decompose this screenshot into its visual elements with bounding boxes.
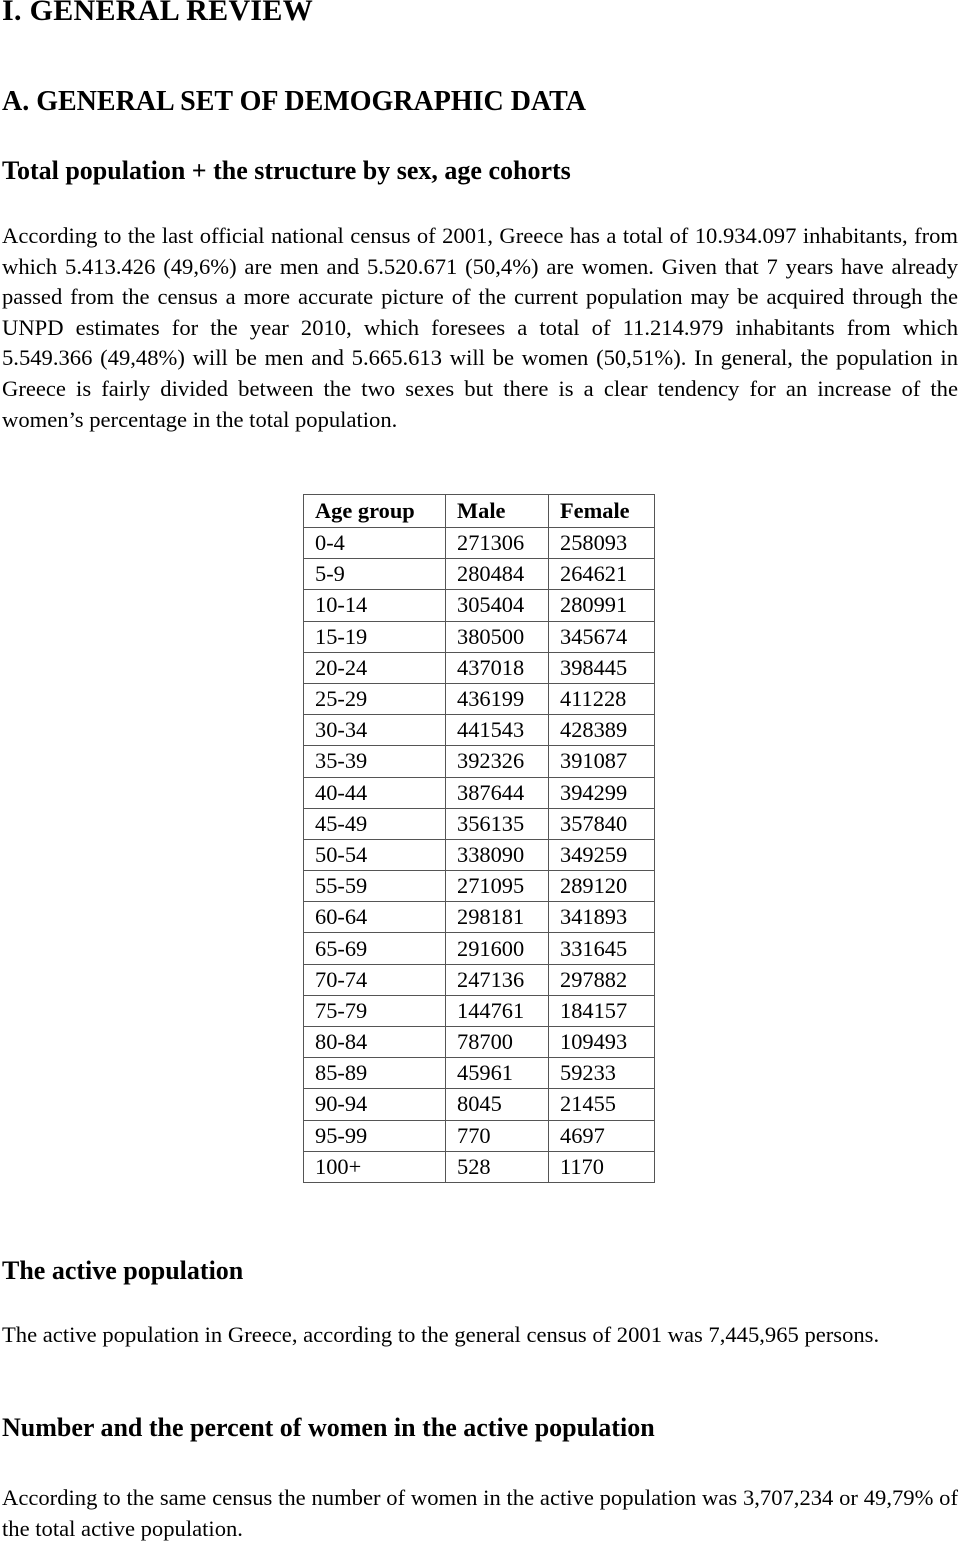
age-group-cell: 45-49 [304,808,446,839]
female-cell: 1170 [549,1151,655,1182]
female-cell: 331645 [549,933,655,964]
male-cell: 280484 [446,559,549,590]
female-cell: 184157 [549,995,655,1026]
table-row [304,1027,655,1058]
male-cell: 387644 [446,777,549,808]
male-cell: 298181 [446,902,549,933]
topic-heading: Total population + the structure by sex, age cohorts [2,156,571,185]
table-row [304,621,655,652]
table-row [304,1058,655,1089]
age-group-cell: 50-54 [304,839,446,870]
age-group-cell: 100+ [304,1151,446,1182]
male-cell: 356135 [446,808,549,839]
age-group-cell: 15-19 [304,621,446,652]
age-group-cell: 80-84 [304,1027,446,1058]
female-cell: 280991 [549,590,655,621]
male-cell: 8045 [446,1089,549,1120]
age-group-cell: 65-69 [304,933,446,964]
female-cell: 4697 [549,1120,655,1151]
female-cell: 264621 [549,559,655,590]
male-cell: 436199 [446,683,549,714]
age-group-cell: 95-99 [304,1120,446,1151]
table-row [304,683,655,714]
table-row [304,746,655,777]
table-row [304,652,655,683]
male-cell: 271095 [446,871,549,902]
age-group-cell: 30-34 [304,715,446,746]
table-row [304,995,655,1026]
female-cell: 21455 [549,1089,655,1120]
age-group-cell: 0-4 [304,528,446,559]
female-cell: 59233 [549,1058,655,1089]
male-cell: 247136 [446,964,549,995]
age-group-cell: 85-89 [304,1058,446,1089]
male-cell: 45961 [446,1058,549,1089]
women-active-paragraph: According to the same census the number of women in the active population was 3,707,234 or 49,79% of the total active population. [2,1485,958,1541]
male-cell: 78700 [446,1027,549,1058]
female-cell: 341893 [549,902,655,933]
table-row [304,902,655,933]
table-row [304,528,655,559]
female-cell: 297882 [549,964,655,995]
male-cell: 528 [446,1151,549,1182]
age-group-cell: 60-64 [304,902,446,933]
table-row [304,871,655,902]
active-population-heading: The active population [2,1256,244,1285]
table-row [304,964,655,995]
census-paragraph: According to the last official national census of 2001, Greece has a total of 10.934.097 inhabitants, from which 5.413.426 (49,6%) are men and 5.520.671 (50,4%) are women. Given that 7 years have already passed from the census a more accurate picture of the current population may be acquired through the UNPD estimates for the year 2010, which foresees a total of 11.214.979 inhabitants from which 5.549.366 (49,48%) will be men and 5.665.613 will be women (50,51%). In general, the population in Greece is fairly divided between the two sexes but there is a clear tendency for an increase of the women’s percentage in the total population. [2,223,958,432]
age-group-cell: 10-14 [304,590,446,621]
female-cell: 357840 [549,808,655,839]
table-row [304,1151,655,1182]
table-row [304,839,655,870]
age-group-cell: 40-44 [304,777,446,808]
male-cell: 437018 [446,652,549,683]
section-heading: I. GENERAL REVIEW [2,0,314,27]
age-group-cell: 20-24 [304,652,446,683]
table-body [304,528,655,1183]
age-group-cell: 25-29 [304,683,446,714]
table-row [304,933,655,964]
male-cell: 271306 [446,528,549,559]
male-cell: 770 [446,1120,549,1151]
age-group-cell: 90-94 [304,1089,446,1120]
header-age-group: Age group [304,495,446,528]
male-cell: 291600 [446,933,549,964]
female-cell: 345674 [549,621,655,652]
table-row [304,715,655,746]
table-row [304,559,655,590]
table-row [304,777,655,808]
female-cell: 391087 [549,746,655,777]
male-cell: 392326 [446,746,549,777]
table-row [304,1120,655,1151]
header-male: Male [446,495,549,528]
male-cell: 305404 [446,590,549,621]
age-group-cell: 5-9 [304,559,446,590]
population-table [303,494,655,1183]
table-row [304,808,655,839]
age-group-cell: 75-79 [304,995,446,1026]
female-cell: 394299 [549,777,655,808]
table-row [304,590,655,621]
female-cell: 258093 [549,528,655,559]
women-active-heading: Number and the percent of women in the active population [2,1413,655,1442]
table-row [304,1089,655,1120]
subsection-heading: A. GENERAL SET OF DEMOGRAPHIC DATA [2,86,586,117]
male-cell: 338090 [446,839,549,870]
male-cell: 144761 [446,995,549,1026]
female-cell: 349259 [549,839,655,870]
male-cell: 380500 [446,621,549,652]
male-cell: 441543 [446,715,549,746]
female-cell: 109493 [549,1027,655,1058]
age-group-cell: 70-74 [304,964,446,995]
female-cell: 411228 [549,683,655,714]
active-population-paragraph: The active population in Greece, according to the general census of 2001 was 7,445,965 persons. [2,1322,880,1347]
age-group-cell: 55-59 [304,871,446,902]
female-cell: 289120 [549,871,655,902]
table-header-row [304,495,655,528]
female-cell: 428389 [549,715,655,746]
female-cell: 398445 [549,652,655,683]
header-female: Female [549,495,655,528]
age-group-cell: 35-39 [304,746,446,777]
